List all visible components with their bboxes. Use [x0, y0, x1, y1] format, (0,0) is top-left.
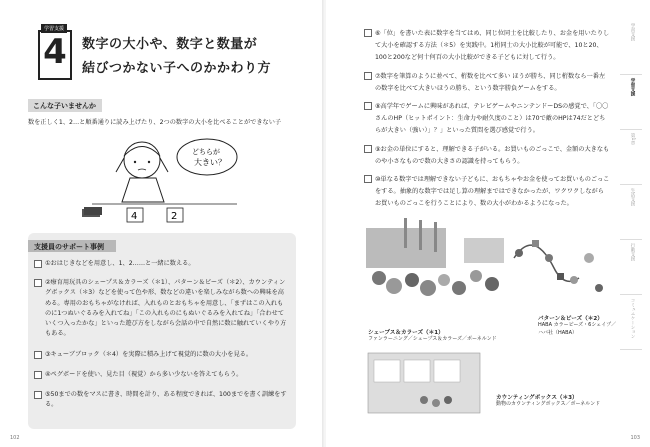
chapter-tag: 学習支援	[41, 24, 67, 33]
intro-text: 数を正しく1、2…と順番通りに読み上げたり、2つの数字の大小を比べることができない子	[28, 119, 282, 126]
right-item-9: ⑨お金の単位にすると、理解できる子がいる。お買いものごっこで、金額の大きなものや小さなもので数の大きさの認識を持ってもらう。	[364, 144, 610, 168]
counting-caption: カウンティングボックス（＊3） 動物のカウンティングボックス／ボーネルンド	[496, 395, 601, 407]
checkbox[interactable]	[34, 351, 42, 359]
intro-banner: こんな子いませんか	[28, 99, 102, 112]
card-1-digit: 4	[131, 211, 138, 222]
speech-line-1: どちらが	[192, 148, 220, 156]
side-tab[interactable]: 生活支援	[620, 185, 642, 240]
side-tab-active[interactable]: 学習支援	[620, 75, 642, 130]
card-2-digit: 2	[171, 211, 178, 222]
side-tab[interactable]: 第1章	[620, 130, 642, 185]
child-illustration	[72, 132, 252, 227]
right-page	[326, 0, 650, 447]
support-item-2: ②療育用玩具のシェープス＆カラーズ（＊1）、パターン＆ビーズ（＊2）、カウンティングボックス（＊3）などを使って色や形、数などの違いを楽しみながら数への興味を高める。専用のおもちゃがなければ、入れものとおもちゃを用意し、「まずはこの入れものに1つぬいぐるみを入れてね」「この入れものにもぬいぐるみを入れてね」「合わせていくつ入ったかな」といった遊び方をしながら会話の中で自然に数に触れていくやり方もある。	[34, 278, 288, 340]
checkbox[interactable]	[364, 29, 372, 37]
support-item-1: ①おはじきなどを用意し、1、2……と一緒に数える。	[34, 259, 288, 269]
shapes-caption: シェープス＆カラーズ（＊1） ファンラーニング／シェープス＆カラーズ／ボーネルンド	[368, 330, 497, 342]
page-number-left: 102	[10, 435, 20, 441]
support-item-4: ④ペグボードを使い、見た目（視覚）から多い少ないを答えてもらう。	[34, 370, 288, 380]
pattern-caption: パターン＆ビーズ（＊2） HABA カラービーズ・6シェイプ／ハバ社（HABA）	[538, 316, 617, 336]
support-item-5: ⑤50までの数をマスに書き、時間を計り、ある程度できれば、100までを書く訓練をする。	[34, 390, 288, 411]
checkbox[interactable]	[364, 145, 372, 153]
title-line-2: 結びつかない子へのかかわり方	[82, 61, 272, 76]
right-item-10: ⑩単なる数字では理解できない子どもに、おもちゃやお金を使ってお買いものごっこをする。抽象的な数字では足し算の理解まではできなかったが、ワクワクしながらお買いものごっこを行うことにより、数の大小がわかるようになった。	[364, 174, 610, 211]
side-tab[interactable]: 行動支援	[620, 240, 642, 295]
counting-box-photo	[368, 353, 480, 413]
checkbox[interactable]	[364, 72, 372, 80]
left-page	[0, 0, 324, 447]
support-heading: 支援員のサポート事例	[28, 240, 116, 252]
checkbox[interactable]	[364, 175, 372, 183]
right-item-8: ⑧高学年でゲームに興味があれば、テレビゲームやニンテンドーDSの感覚で、「〇〇さんのHP（ヒットポイント：生命力や耐久度のこと）は70で敵のHPは74だとどちらが大きい（強い）」？」といった質問を選び感覚で行う。	[364, 101, 610, 138]
checkbox[interactable]	[34, 279, 42, 287]
speech-line-2: 大きい？	[194, 158, 226, 167]
pattern-and-beads-photo	[514, 240, 603, 292]
page-title	[82, 33, 312, 81]
right-item-7: ⑦数字を筆算のように並べて、桁数を比べて多い ほうが勝ち、同じ桁数なら一番左の数字を比べて大きいほうの勝ち、という数字勝負ゲームをする。	[364, 71, 610, 95]
side-tabs	[620, 20, 642, 350]
page-number-right: 103	[630, 435, 640, 441]
right-item-6: ⑥「位」を書いた表に数字を当てはめ、同じ位同士を比較したり、お金を用いたりして大小を確認する方法（＊5）を実践中。1桁同士の大小比較が可能で、10と20、100と200など何十何百の大小比較ができる子どもに対して行う。	[364, 28, 610, 65]
checkbox[interactable]	[34, 391, 42, 399]
checkbox[interactable]	[34, 371, 42, 379]
chapter-number: 4	[43, 32, 67, 72]
shapes-and-colors-photo	[366, 218, 504, 296]
side-tab[interactable]: コミュニケーション	[620, 295, 642, 350]
support-item-3: ③キューブブロック（＊4）を実際に積み上げて視覚的に数の大小を見る。	[34, 350, 288, 360]
checkbox[interactable]	[34, 260, 42, 268]
side-tab[interactable]: 学習支援	[620, 20, 642, 75]
title-line-1: 数字の大小や、数字と数量が	[82, 37, 258, 52]
checkbox[interactable]	[364, 102, 372, 110]
